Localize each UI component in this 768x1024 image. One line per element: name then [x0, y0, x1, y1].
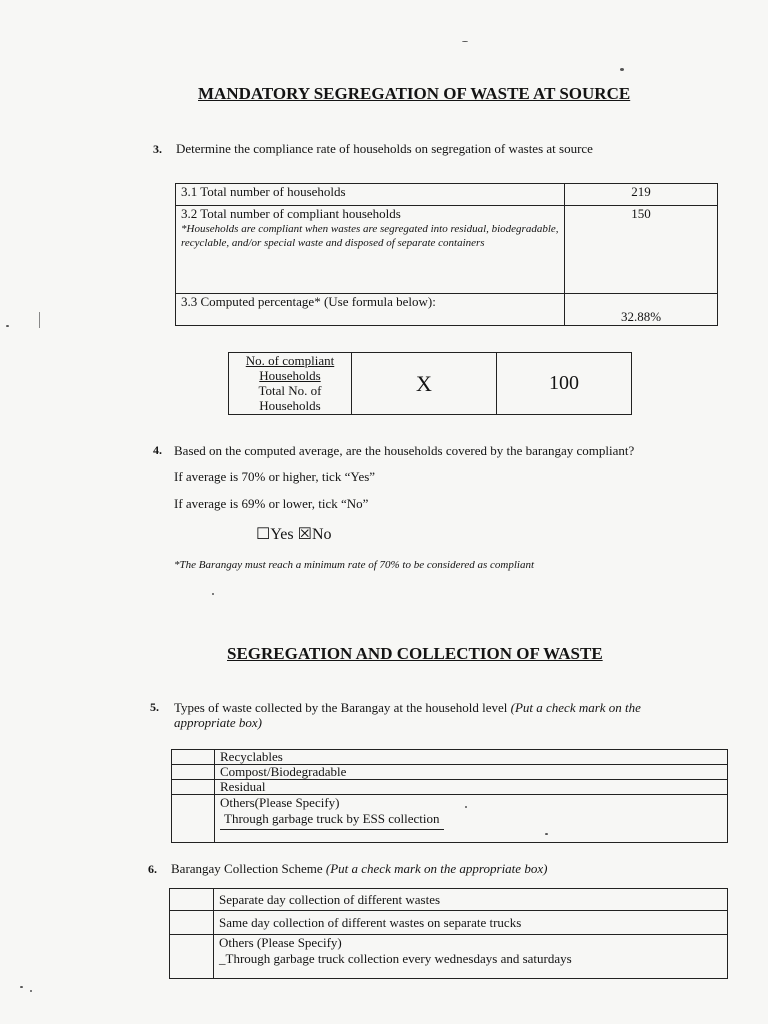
table-row [170, 911, 728, 935]
section-title-segregation-collection: SEGREGATION AND COLLECTION OF WASTE [227, 644, 603, 663]
collection-scheme-table [169, 888, 728, 979]
table-cell-label: Compost/Biodegradable [215, 765, 728, 780]
question-number: 6. [148, 862, 157, 876]
table-cell-label: 3.1 Total number of households [176, 184, 565, 206]
question-instruction: (Put a check mark on the [510, 700, 641, 715]
row-label: 3.2 Total number of compliant households [181, 206, 401, 221]
checkbox-cell[interactable] [172, 780, 215, 795]
table-row [170, 935, 728, 979]
formula-multiplier: 100 [497, 353, 632, 415]
compliance-footnote: *The Barangay must reach a minimum rate of 70% to be considered as compliant [174, 559, 535, 571]
checkbox-checked-icon[interactable]: ☒ [297, 526, 312, 543]
rule-no-text: If average is 69% or lower, tick “No” [174, 496, 369, 511]
question-instruction: (Put a check mark on the appropriate box) [325, 861, 548, 876]
compliance-table [175, 183, 718, 326]
question-number: 4. [153, 443, 162, 457]
row-note: *Households are compliant when wastes are segregated into residual, biodegradable, recyclable, and/or special waste and disposed of separate containers [181, 223, 559, 249]
formula-denominator-line2: Households [259, 398, 321, 413]
checkbox-cell[interactable] [170, 935, 214, 979]
checkbox-cell[interactable] [170, 889, 214, 911]
others-detail: _Through garbage truck collection every wednesdays and saturdays [219, 951, 572, 966]
others-label: Others (Please Specify) [219, 935, 342, 950]
section-title-segregation-at-source: MANDATORY SEGREGATION OF WASTE AT SOURCE [198, 84, 631, 103]
question-number: 3. [153, 142, 162, 156]
table-row [172, 780, 728, 795]
table-cell-value: 219 [565, 184, 718, 206]
scan-speck [465, 806, 467, 808]
formula-denominator-line1: Total No. of [258, 383, 322, 398]
question-text: Determine the compliance rate of households on segregation of wastes at source [176, 141, 593, 156]
checkbox-cell[interactable] [170, 911, 214, 935]
scan-speck [545, 833, 548, 835]
table-cell-value: 32.88% [565, 294, 718, 326]
table-cell-label: Same day collection of different wastes on separate trucks [214, 911, 728, 935]
waste-types-table [171, 749, 728, 843]
scan-speck [462, 41, 468, 42]
formula-numerator-line2: Households [259, 368, 321, 383]
others-detail: Through garbage truck by ESS collection [220, 811, 444, 830]
question-main-text: Types of waste collected by the Barangay at the household level [174, 700, 508, 715]
scan-speck [30, 990, 32, 992]
checkbox-cell[interactable] [172, 765, 215, 780]
table-row [172, 795, 728, 843]
question-text [174, 700, 641, 716]
question-text: Based on the computed average, are the households covered by the barangay compliant? [174, 443, 635, 458]
table-row [170, 889, 728, 911]
checkbox-cell[interactable] [172, 795, 215, 843]
table-row [229, 353, 632, 415]
table-cell-label [214, 935, 728, 979]
table-row [172, 750, 728, 765]
formula-operator: X [352, 353, 497, 415]
table-cell-label: Residual [215, 780, 728, 795]
compliance-options [256, 524, 332, 544]
formula-numerator-line1: No. of compliant [245, 353, 335, 368]
table-cell-value: 150 [565, 206, 718, 294]
table-cell-label [215, 795, 728, 843]
scan-speck [20, 986, 23, 988]
scan-speck [212, 593, 214, 595]
question-text [171, 861, 547, 877]
checkbox-cell[interactable] [172, 750, 215, 765]
table-cell-label [176, 206, 565, 294]
table-row [176, 206, 718, 294]
option-yes-label: Yes [270, 526, 294, 543]
scan-speck [6, 325, 9, 327]
table-cell-label: Separate day collection of different wastes [214, 889, 728, 911]
question-main-text: Barangay Collection Scheme [171, 861, 323, 876]
table-row [176, 184, 718, 206]
formula-table [228, 352, 632, 415]
table-row [172, 765, 728, 780]
table-cell-label: Recyclables [215, 750, 728, 765]
table-cell-label: 3.3 Computed percentage* (Use formula below): [176, 294, 565, 326]
table-row [176, 294, 718, 326]
checkbox-unchecked-icon[interactable]: ☐ [256, 526, 271, 543]
others-label: Others(Please Specify) [220, 795, 340, 810]
question-instruction-cont: appropriate box) [174, 715, 262, 730]
scan-speck [620, 68, 624, 71]
question-number: 5. [150, 700, 159, 714]
formula-fraction [229, 353, 352, 415]
rule-yes-text: If average is 70% or higher, tick “Yes” [174, 469, 376, 484]
option-no-label: No [311, 526, 332, 543]
scan-mark [39, 312, 40, 328]
